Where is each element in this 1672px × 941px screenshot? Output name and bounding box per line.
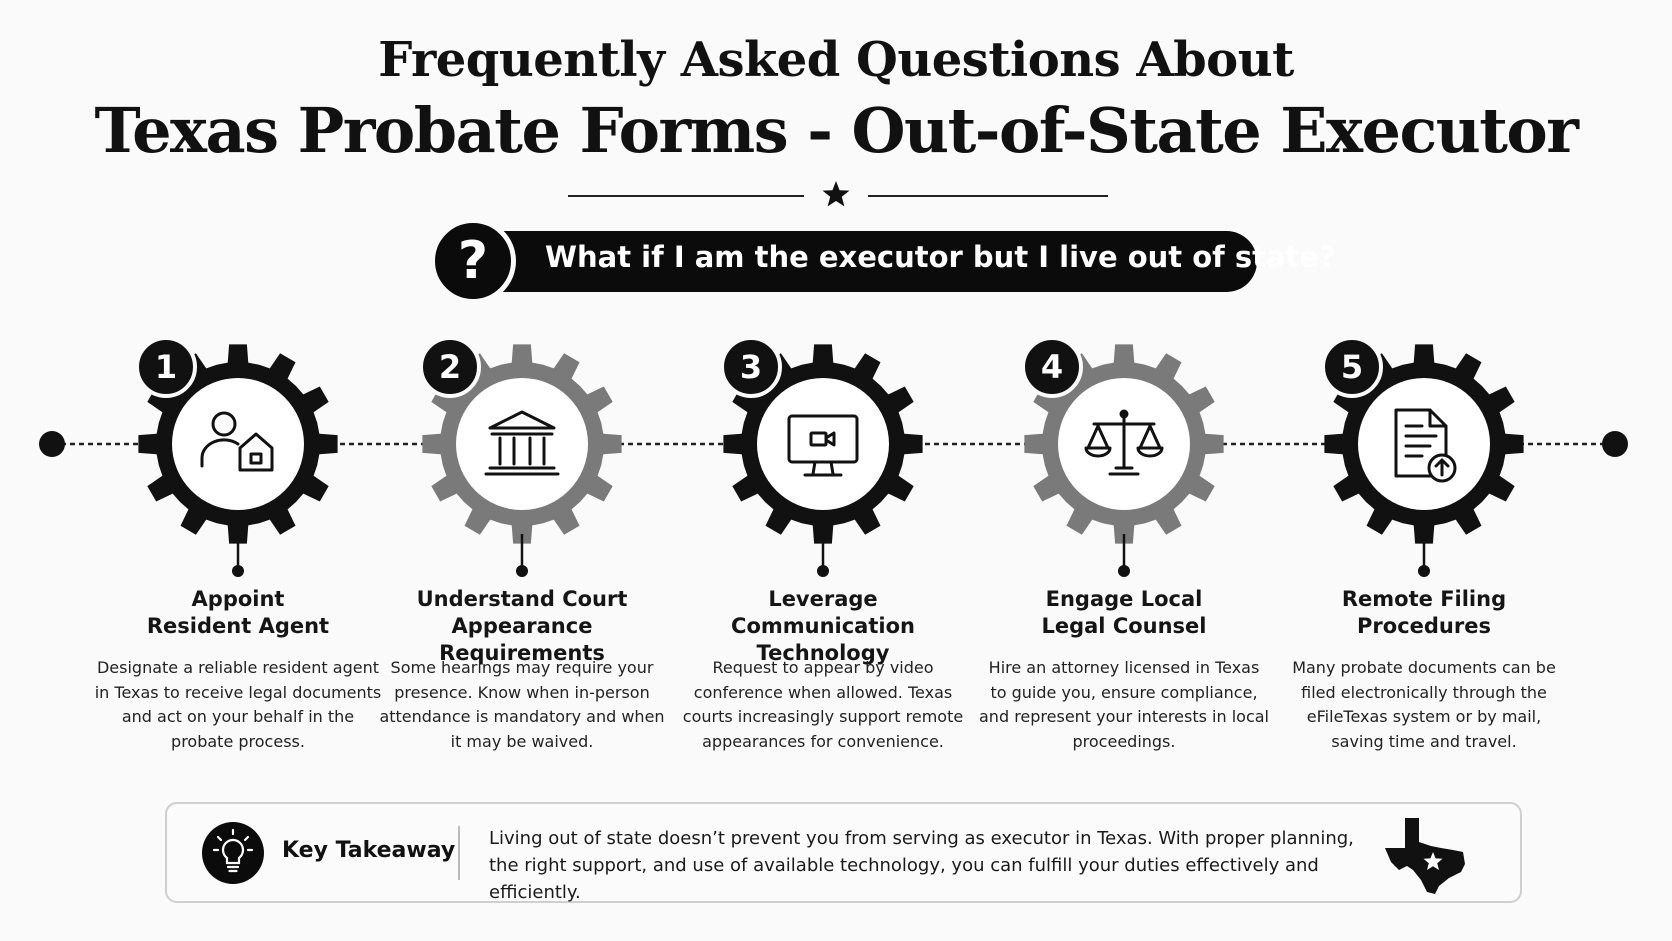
step-4-title: Engage Local Legal Counsel xyxy=(1041,587,1207,638)
key-takeaway-text: Living out of state doesn’t prevent you from serving as executor in Texas. With proper planning, the right support, and use of available technology, you can fulfill your duties effectively and efficiently. xyxy=(489,828,1354,903)
step-1-description: Designate a reliable resident agent in Texas to receive legal documents and act on your behalf in the probate process. xyxy=(94,658,382,751)
question-text: What if I am the executor but I live out of state? xyxy=(545,240,1336,274)
title-line-1: Frequently Asked Questions About xyxy=(378,32,1294,88)
step-5-title: Remote Filing Procedures xyxy=(1341,587,1507,638)
step-1-title: Appoint Resident Agent xyxy=(146,587,330,638)
key-takeaway-label: Key Takeaway xyxy=(282,838,456,863)
step-3-number: 3 xyxy=(739,348,763,386)
step-1-number: 1 xyxy=(154,348,178,386)
title-line-2: Texas Probate Forms - Out-of-State Executor xyxy=(94,94,1578,167)
timeline-start-dot xyxy=(39,431,65,457)
timeline-end-dot xyxy=(1602,431,1628,457)
step-4-gear xyxy=(1023,338,1224,577)
texas-star-icon xyxy=(1383,816,1467,896)
step-2-description: Some hearings may require your presence. Know when in-person attendance is mandatory and when it may be waived. xyxy=(379,658,665,751)
key-takeaway-divider xyxy=(458,826,460,880)
step-5-gear xyxy=(1323,338,1524,577)
step-2-gear xyxy=(421,338,622,577)
step-3-description: Request to appear by video conference when allowed. Texas courts increasingly support remote appearances for convenience. xyxy=(682,658,964,751)
step-2-title: Understand Court Appearance Requirements xyxy=(416,587,628,665)
step-4-description: Hire an attorney licensed in Texas to guide you, ensure compliance, and represent your interests in local proceedings. xyxy=(979,658,1269,751)
step-5-number: 5 xyxy=(1340,348,1364,386)
question-mark-icon: ? xyxy=(430,218,516,304)
step-4-number: 4 xyxy=(1040,348,1064,386)
lightbulb-icon xyxy=(202,822,264,884)
step-3-title: Leverage Communication Technology xyxy=(731,587,915,665)
step-3-gear xyxy=(722,338,923,577)
step-1-gear xyxy=(137,338,338,577)
step-5-description: Many probate documents can be filed electronically through the eFileTexas system or by mail, saving time and travel. xyxy=(1292,658,1556,751)
step-2-number: 2 xyxy=(438,348,462,386)
